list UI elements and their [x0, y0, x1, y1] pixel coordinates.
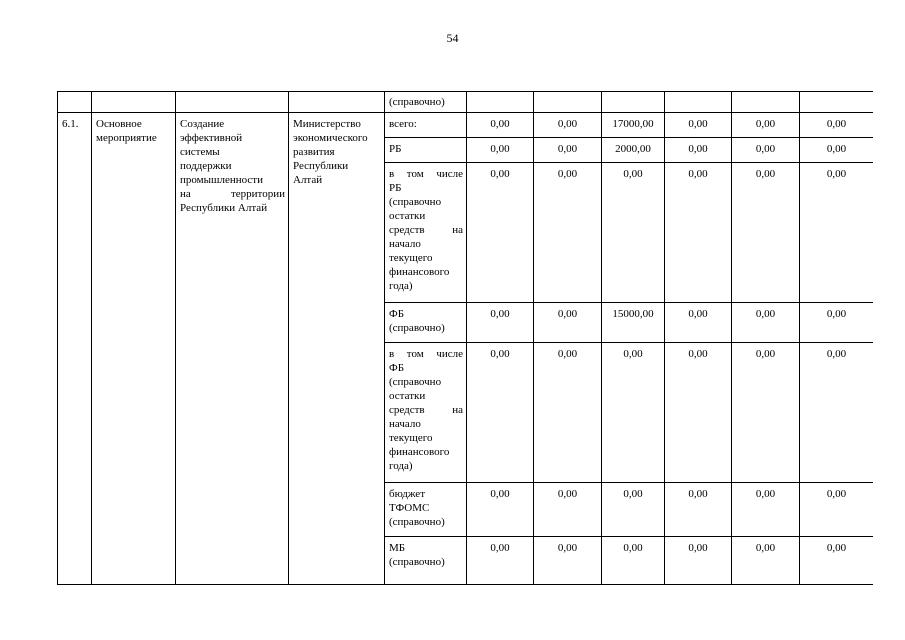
- item-executor-line: Республики: [293, 160, 349, 172]
- source-line: ФБ: [389, 362, 405, 374]
- value-cell: 0,00: [534, 163, 602, 303]
- value-cell: 0,00: [800, 483, 874, 537]
- source-line: РБ: [389, 143, 402, 155]
- source-line: текущего: [389, 252, 433, 264]
- source-line: средств на: [389, 224, 463, 236]
- code-cell: [58, 92, 92, 113]
- source-line: в том числе: [389, 348, 463, 360]
- item-name: [176, 113, 289, 585]
- value-cell: 0,00: [800, 113, 874, 138]
- value-cell: 0,00: [602, 343, 665, 483]
- budget-table-container: [57, 91, 873, 598]
- carry-over-row: [58, 92, 874, 113]
- source-line: начало: [389, 238, 421, 250]
- value-cell: 0,00: [732, 343, 800, 483]
- value-cell: 15000,00: [602, 303, 665, 343]
- type-cell: [92, 92, 176, 113]
- value-cell: 0,00: [467, 483, 534, 537]
- source-cell: [385, 138, 467, 163]
- source-line: финансового: [389, 266, 450, 278]
- value-cell: 0,00: [800, 303, 874, 343]
- source-line: ТФОМС: [389, 502, 430, 514]
- value-cell: 0,00: [665, 113, 732, 138]
- item-code: 6.1.: [58, 113, 92, 585]
- source-line: текущего: [389, 432, 433, 444]
- value-cell: [732, 92, 800, 113]
- value-cell: 0,00: [665, 163, 732, 303]
- source-line: бюджет: [389, 488, 425, 500]
- value-cell: 0,00: [732, 113, 800, 138]
- item-type-line: мероприятие: [96, 132, 157, 144]
- item-name-line: промышленности: [180, 174, 263, 186]
- source-line: (справочно: [389, 196, 442, 208]
- value-cell: 0,00: [534, 537, 602, 585]
- table-row: [58, 113, 874, 138]
- source-line: начало: [389, 418, 421, 430]
- value-cell: [602, 92, 665, 113]
- value-cell: 0,00: [800, 343, 874, 483]
- value-cell: 0,00: [467, 113, 534, 138]
- item-executor-line: Алтай: [293, 174, 323, 186]
- item-name-line: поддержки: [180, 160, 232, 172]
- value-cell: 0,00: [467, 138, 534, 163]
- budget-table: [57, 91, 873, 585]
- value-cell: 0,00: [534, 343, 602, 483]
- value-cell: 0,00: [732, 303, 800, 343]
- source-cell: [385, 113, 467, 138]
- value-cell: 0,00: [467, 303, 534, 343]
- value-cell: [534, 92, 602, 113]
- value-cell: 0,00: [534, 303, 602, 343]
- value-cell: 0,00: [665, 343, 732, 483]
- source-line: РБ: [389, 182, 402, 194]
- item-executor-line: экономического: [293, 132, 368, 144]
- item-executor-line: Министерство: [293, 118, 361, 130]
- value-cell: 17000,00: [602, 113, 665, 138]
- source-cell: [385, 343, 467, 483]
- value-cell: 0,00: [602, 163, 665, 303]
- item-executor: [289, 113, 385, 585]
- value-cell: 0,00: [467, 163, 534, 303]
- value-cell: 0,00: [534, 483, 602, 537]
- item-type: [92, 113, 176, 585]
- source-line: в том числе: [389, 168, 463, 180]
- source-line: финансового: [389, 446, 450, 458]
- source-cell: [385, 483, 467, 537]
- source-cell: [385, 537, 467, 585]
- executor-cell: [289, 92, 385, 113]
- value-cell: 0,00: [732, 483, 800, 537]
- value-cell: 0,00: [467, 343, 534, 483]
- value-cell: 0,00: [665, 303, 732, 343]
- value-cell: 0,00: [665, 483, 732, 537]
- value-cell: [665, 92, 732, 113]
- source-line: (справочно: [389, 376, 442, 388]
- source-line: (справочно): [389, 556, 445, 568]
- source-cell: [385, 303, 467, 343]
- source-line: (справочно): [389, 322, 445, 334]
- value-cell: 2000,00: [602, 138, 665, 163]
- value-cell: 0,00: [467, 537, 534, 585]
- value-cell: 0,00: [665, 138, 732, 163]
- value-cell: 0,00: [800, 138, 874, 163]
- source-line: года): [389, 280, 413, 292]
- source-line: (справочно): [389, 516, 445, 528]
- value-cell: [800, 92, 874, 113]
- source-line: остатки: [389, 390, 426, 402]
- value-cell: 0,00: [534, 138, 602, 163]
- value-cell: 0,00: [665, 537, 732, 585]
- source-cell: (справочно): [385, 92, 467, 113]
- item-name-line: на территории: [180, 188, 285, 200]
- item-executor-line: развития: [293, 146, 335, 158]
- item-name-line: Республики Алтай: [180, 202, 268, 214]
- source-line: средств на: [389, 404, 463, 416]
- source-line: ФБ: [389, 308, 405, 320]
- value-cell: [467, 92, 534, 113]
- value-cell: 0,00: [800, 163, 874, 303]
- item-name-line: эффективной: [180, 132, 243, 144]
- value-cell: 0,00: [732, 163, 800, 303]
- name-cell: [176, 92, 289, 113]
- source-line: года): [389, 460, 413, 472]
- value-cell: 0,00: [602, 483, 665, 537]
- value-cell: 0,00: [534, 113, 602, 138]
- item-type-line: Основное: [96, 118, 142, 130]
- page-number: 54: [446, 31, 459, 45]
- source-line: всего:: [389, 118, 417, 130]
- source-line: МБ: [389, 542, 406, 554]
- source-cell: [385, 163, 467, 303]
- item-name-line: Создание: [180, 118, 225, 130]
- value-cell: 0,00: [732, 537, 800, 585]
- item-name-line: системы: [180, 146, 220, 158]
- value-cell: 0,00: [732, 138, 800, 163]
- value-cell: 0,00: [800, 537, 874, 585]
- value-cell: 0,00: [602, 537, 665, 585]
- source-line: остатки: [389, 210, 426, 222]
